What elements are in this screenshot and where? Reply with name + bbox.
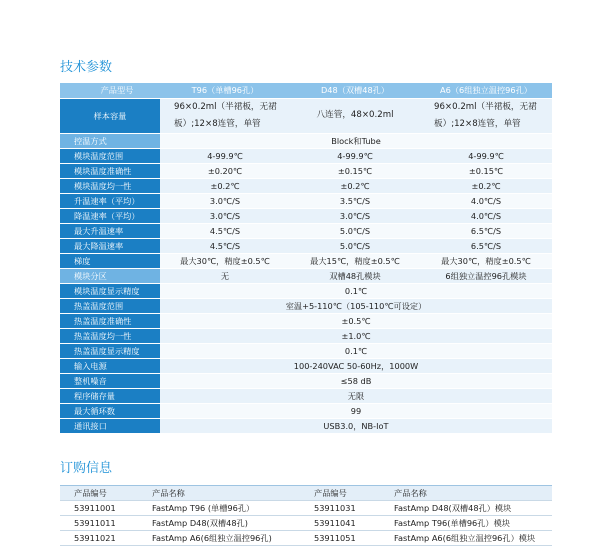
- spec-row-label: 模块温度显示精度: [60, 283, 160, 298]
- spec-row-label: 整机噪音: [60, 373, 160, 388]
- control-label: 控温方式: [60, 133, 160, 148]
- spec-value-t96: ±0.20℃: [160, 163, 290, 178]
- spec-row-label: 模块温度范围: [60, 148, 160, 163]
- spec-row: [60, 358, 552, 373]
- spec-value-a6: ±0.2℃: [420, 178, 552, 193]
- spec-row: [60, 163, 552, 178]
- spec-header-label: 产品型号: [60, 83, 160, 98]
- order-name: FastAmp D48(双槽48孔): [138, 516, 300, 531]
- spec-row-label: 热盖温度范围: [60, 298, 160, 313]
- spec-value-d48: 5.0℃/S: [290, 238, 420, 253]
- spec-row-label: 输入电源: [60, 358, 160, 373]
- spec-value-a6: 4.0℃/S: [420, 193, 552, 208]
- spec-row-label: 降温速率（平均）: [60, 208, 160, 223]
- spec-value-a6: 6.5℃/S: [420, 238, 552, 253]
- spec-row-label: 模块温度准确性: [60, 163, 160, 178]
- capacity-row: [60, 98, 552, 133]
- spec-value-t96: 4-99.9℃: [160, 148, 290, 163]
- spec-value-d48: ±0.2℃: [290, 178, 420, 193]
- spec-row-value: 0.1℃: [160, 283, 552, 298]
- spec-value-d48: 3.0℃/S: [290, 208, 420, 223]
- capacity-label: 样本容量: [60, 98, 160, 133]
- zone-t96: 无: [160, 268, 290, 283]
- spec-value-t96: 3.0℃/S: [160, 208, 290, 223]
- spec-row-label: 最大降温速率: [60, 238, 160, 253]
- spec-row: [60, 418, 552, 433]
- spec-row-value: USB3.0，NB-IoT: [160, 418, 552, 433]
- spec-row: [60, 328, 552, 343]
- order-code: 53911031: [300, 501, 380, 516]
- model-t96-header: T96（单槽96孔）: [160, 83, 290, 98]
- spec-row-label: 梯度: [60, 253, 160, 268]
- spec-row-label: 最大升温速率: [60, 223, 160, 238]
- order-section-title: 订购信息: [60, 461, 113, 476]
- spec-row: [60, 403, 552, 418]
- spec-value-a6: 6.5℃/S: [420, 223, 552, 238]
- spec-row: [60, 298, 552, 313]
- spec-value-d48: ±0.15℃: [290, 163, 420, 178]
- spec-row: [60, 388, 552, 403]
- order-code: 53911021: [60, 531, 138, 546]
- order-header-name: 产品名称: [138, 486, 300, 501]
- spec-value-a6: ±0.15℃: [420, 163, 552, 178]
- spec-row-value: ±1.0℃: [160, 328, 552, 343]
- spec-row: [60, 253, 552, 268]
- spec-value-t96: 最大30℃，精度±0.5℃: [160, 253, 290, 268]
- spec-value-d48: 最大15℃，精度±0.5℃: [290, 253, 420, 268]
- spec-row-value: 99: [160, 403, 552, 418]
- order-code: 53911041: [300, 516, 380, 531]
- capacity-a6: 96×0.2ml（半裙板，无裙板）;12×8连管，单管: [420, 98, 552, 133]
- spec-row-label: 通讯接口: [60, 418, 160, 433]
- spec-row: [60, 373, 552, 388]
- order-row: [60, 501, 552, 516]
- spec-value-t96: ±0.2℃: [160, 178, 290, 193]
- zone-label: 模块分区: [60, 268, 160, 283]
- spec-row-value: 室温+5-110℃（105-110℃可设定）: [160, 298, 552, 313]
- spec-row-value: 100-240VAC 50-60Hz，1000W: [160, 358, 552, 373]
- order-row: [60, 516, 552, 531]
- spec-row-label: 热盖温度准确性: [60, 313, 160, 328]
- order-header-code: 产品编号: [300, 486, 380, 501]
- spec-row-label: 热盖温度均一性: [60, 328, 160, 343]
- spec-section-title: 技术参数: [60, 60, 113, 75]
- spec-row: [60, 238, 552, 253]
- zone-row: [60, 268, 552, 283]
- order-name: FastAmp A6(6组独立温控96孔): [138, 531, 300, 546]
- spec-row: [60, 283, 552, 298]
- order-name: FastAmp D48(双槽48孔）模块: [380, 501, 552, 516]
- spec-row-label: 程序储存量: [60, 388, 160, 403]
- capacity-t96: 96×0.2ml（半裙板，无裙板）;12×8连管，单管: [160, 98, 290, 133]
- model-a6-header: A6（6组独立温控96孔）: [420, 83, 552, 98]
- order-header-row: [60, 486, 552, 501]
- order-name: FastAmp T96(单槽96孔）模块: [380, 516, 552, 531]
- order-code: 53911051: [300, 531, 380, 546]
- capacity-d48: 八连管，48×0.2ml: [290, 98, 420, 133]
- order-header-name: 产品名称: [380, 486, 552, 501]
- spec-header-row: [60, 83, 552, 98]
- model-d48-header: D48（双槽48孔）: [290, 83, 420, 98]
- spec-row-value: ≤58 dB: [160, 373, 552, 388]
- spec-value-a6: 4.0℃/S: [420, 208, 552, 223]
- spec-row: [60, 343, 552, 358]
- control-row: [60, 133, 552, 148]
- order-name: FastAmp T96 (单槽96孔）: [138, 501, 300, 516]
- spec-value-d48: 4-99.9℃: [290, 148, 420, 163]
- spec-row-label: 模块温度均一性: [60, 178, 160, 193]
- spec-row-value: 0.1℃: [160, 343, 552, 358]
- spec-value-a6: 4-99.9℃: [420, 148, 552, 163]
- spec-row: [60, 313, 552, 328]
- spec-row-value: 无限: [160, 388, 552, 403]
- spec-row: [60, 148, 552, 163]
- spec-value-d48: 5.0℃/S: [290, 223, 420, 238]
- zone-a6: 6组独立温控96孔模块: [420, 268, 552, 283]
- spec-value-d48: 3.5℃/S: [290, 193, 420, 208]
- control-value: Block和Tube: [160, 133, 552, 148]
- spec-row: [60, 178, 552, 193]
- spec-value-t96: 4.5℃/S: [160, 238, 290, 253]
- spec-row-value: ±0.5℃: [160, 313, 552, 328]
- order-header-code: 产品编号: [60, 486, 138, 501]
- order-row: [60, 531, 552, 546]
- spec-row: [60, 208, 552, 223]
- spec-table: [60, 83, 552, 434]
- order-code: 53911001: [60, 501, 138, 516]
- spec-row: [60, 223, 552, 238]
- order-code: 53911011: [60, 516, 138, 531]
- order-table: [60, 485, 552, 546]
- spec-row-label: 热盖温度显示精度: [60, 343, 160, 358]
- spec-row-label: 最大循环数: [60, 403, 160, 418]
- spec-row-label: 升温速率（平均）: [60, 193, 160, 208]
- order-name: FastAmp A6(6组独立温控96孔）模块: [380, 531, 552, 546]
- spec-row: [60, 193, 552, 208]
- spec-value-t96: 4.5℃/S: [160, 223, 290, 238]
- zone-d48: 双槽48孔模块: [290, 268, 420, 283]
- spec-value-a6: 最大30℃，精度±0.5℃: [420, 253, 552, 268]
- spec-value-t96: 3.0℃/S: [160, 193, 290, 208]
